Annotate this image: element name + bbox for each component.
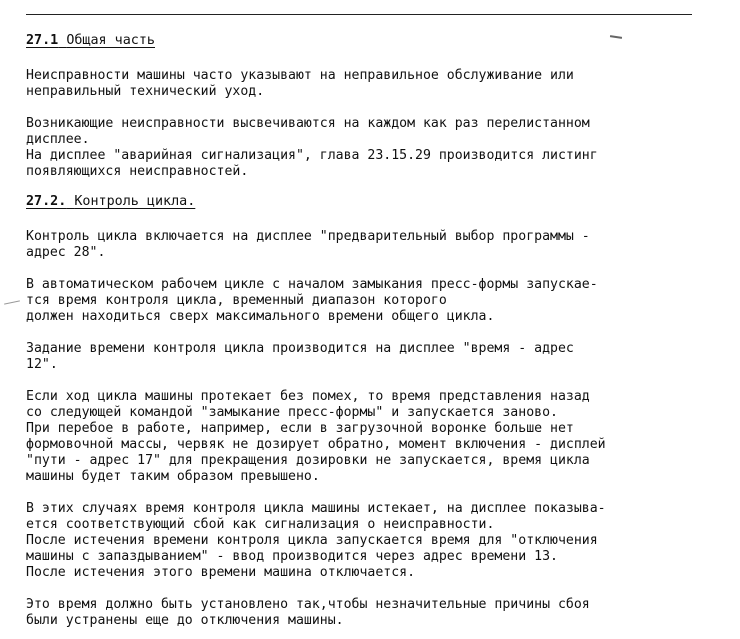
section-title: Общая часть — [66, 33, 155, 48]
text-line: Возникающие неисправности высвечиваются на каждом как раз перелистанном — [26, 116, 590, 131]
section-number: 27.1 — [26, 33, 59, 48]
text-line: В этих случаях время контроля цикла машины истекает, на дисплее показыва- — [26, 501, 606, 516]
text-line: со следующей командой "замыкание пресс-формы" и запускается заново. — [26, 405, 558, 420]
text-line: Контроль цикла включается на дисплее "предварительный выбор программы - — [26, 229, 590, 244]
text-line: После истечения этого времени машина отключается. — [26, 565, 416, 580]
text-line: При перебое в работе, например, если в загрузочной воронке больше нет — [26, 421, 574, 436]
text-line: были устранены еще до отключения машины. — [26, 613, 344, 628]
text-line: Это время должно быть установлено так,чтобы незначительные причины сбоя — [26, 597, 590, 612]
top-rule — [26, 14, 692, 15]
text-line: появляющихся неисправностей. — [26, 164, 249, 179]
stray-mark — [610, 35, 622, 39]
text-line: Задание времени контроля цикла производится на дисплее "время - адрес — [26, 341, 574, 356]
text-line: Если ход цикла машины протекает без помех, то время представления назад — [26, 389, 590, 404]
text-line: В автоматическом рабочем цикле с началом замыкания пресс-формы запускае- — [26, 277, 598, 292]
text-line: ется соответствующий сбой как сигнализация о неисправности. — [26, 517, 495, 532]
text-line: машины будет таким образом превышено. — [26, 469, 320, 484]
section-heading-27-1 — [26, 33, 155, 49]
text-line: дисплее. — [26, 132, 90, 147]
section-number: 27.2. — [26, 194, 67, 209]
text-line: После истечения времени контроля цикла запускается время для "отключения — [26, 533, 598, 548]
text-line: адрес 28". — [26, 245, 106, 260]
text-line: 12". — [26, 357, 58, 372]
section-heading-27-2 — [26, 194, 195, 210]
text-line: формовочной массы, червяк не дозирует обратно, момент включения - дисплей — [26, 437, 606, 452]
text-line: На дисплее "аварийная сигнализация", глава 23.15.29 производится листинг — [26, 148, 598, 163]
section-title: Контроль цикла. — [74, 194, 196, 209]
text-line: Неисправности машины часто указывают на неправильное обслуживание или — [26, 68, 574, 83]
text-line: тся время контроля цикла, временный диапазон которого — [26, 293, 447, 308]
text-line: машины с запаздыванием" - ввод производится через адрес времени 13. — [26, 549, 558, 564]
text-line: должен находиться сверх максимального времени общего цикла. — [26, 309, 495, 324]
text-line: "пути - адрес 17" для прекращения дозировки не запускается, время цикла — [26, 453, 590, 468]
text-line: неправильный технический уход. — [26, 84, 265, 99]
margin-mark — [4, 300, 20, 304]
